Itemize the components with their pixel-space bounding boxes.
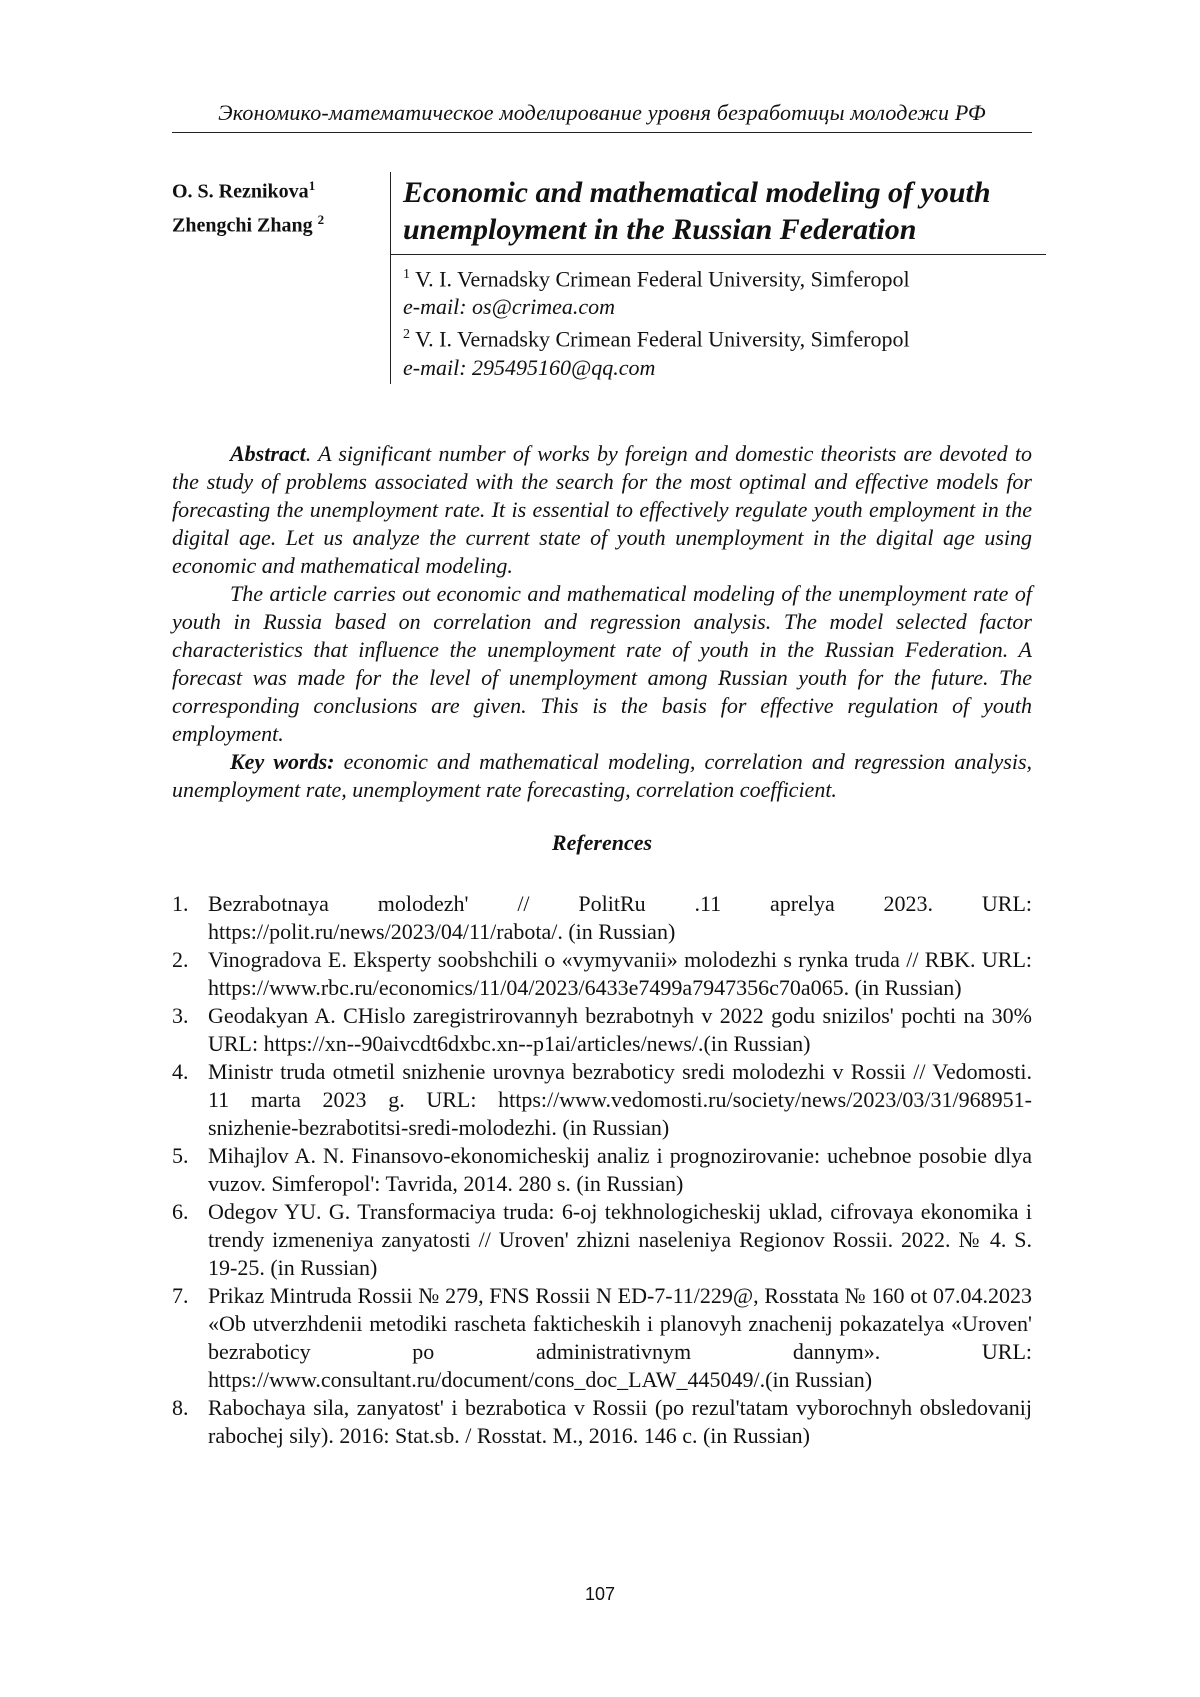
abstract [172,440,1032,804]
keywords-label: Key words: [230,749,335,774]
author-affiliation-mark: 1 [308,178,316,193]
author [172,206,382,240]
running-header: Экономико-математическое моделирование уровня безработицы молодежи РФ [172,100,1032,133]
reference-text: Vinogradova E. Eksperty soobshchili o «vymyvanii» molodezhi s rynka truda // RBK. URL: https://www.rbc.ru/economics/11/04/2023/6433e7499a7947356c70a065. (in Russian) [208,947,1032,1000]
abstract-text: . A significant number of works by foreign and domestic theorists are devoted to the study of problems associated with the search for the most optimal and effective models for forecasting the unemployment rate. It is essential to effectively regulate youth employment in the digital age. Let us analyze the current state of youth unemployment in the digital age using economic and mathematical modeling. [172,441,1032,578]
references-heading: References [551,830,653,855]
reference-item [172,946,1032,1002]
abstract-paragraph [172,440,1032,580]
reference-item [172,1394,1032,1450]
title-block [390,172,1046,384]
reference-number: 3. [172,1003,189,1028]
reference-number: 6. [172,1199,189,1224]
reference-number: 8. [172,1395,189,1420]
author-list [172,172,382,239]
affiliation-email: e-mail: 295495160@qq.com [403,354,656,380]
abstract-paragraph: The article carries out economic and mathematical modeling of the unemployment rate of youth in Russia based on correlation and regression analysis. The model selected factor characteristics that influence the unemployment rate of youth in the Russian Federation. A forecast was made for the level of unemployment among Russian youth for the future. The corresponding conclusions are given. This is the basis for effective regulation of youth employment. [172,581,1032,746]
reference-number: 4. [172,1059,189,1084]
reference-list [172,890,1032,1450]
affiliation-org: V. I. Vernadsky Crimean Federal University, Simferopol [415,326,910,352]
keywords-text: economic and mathematical modeling, correlation and regression analysis, unemployment rate, unemployment rate forecasting, correlation coefficient. [172,749,1033,802]
keywords-paragraph [172,748,1032,804]
reference-text: Geodakyan A. CHislo zaregistrirovannyh bezrabotnyh v 2022 godu snizilos' pochti na 30% URL: https://xn--90aivcdt6dxbc.xn--p1ai/articles/news/.(in Russian) [208,1003,1032,1056]
reference-item [172,1058,1032,1142]
article-title: Economic and mathematical modeling of youth unemployment in the Russian Federation [391,172,1046,255]
reference-number: 7. [172,1283,189,1308]
reference-text: Odegov YU. G. Transformaciya truda: 6-oj tekhnologicheskij uklad, cifrovaya ekonomika i trendy izmeneniya zanyatosti // Uroven' zhizni naseleniya Regionov Rossii. 2022. № 4. S. 19-25. (in Russian) [208,1199,1032,1280]
affiliation-email: e-mail: os@crimea.com [403,294,616,320]
affiliation [403,321,1046,353]
reference-item [172,1002,1032,1058]
reference-number: 1. [172,891,189,916]
reference-text: Bezrabotnaya molodezh' // PolitRu .11 aprelya 2023. URL: https://polit.ru/news/2023/04/11/rabota/. (in Russian) [208,891,1032,944]
affiliations [391,255,1046,384]
reference-number: 5. [172,1143,189,1168]
reference-text: Mihajlov A. N. Finansovo-ekonomicheskij analiz i prognozirovanie: uchebnoe posobie dlya vuzov. Simferopol': Tavrida, 2014. 280 s. (in Russian) [208,1143,1032,1196]
reference-text: Prikaz Mintruda Rossii № 279, FNS Rossii N ED-7-11/229@, Rosstata № 160 ot 07.04.2023 «Ob utverzhdenii metodiki rascheta fakticheskih i planovyh znachenij pokazatelya «Uroven' bezraboticy po administrativnym dannym». URL: https://www.consultant.ru/document/cons_doc_LAW_445049/.(in Russian) [208,1283,1032,1392]
page-number: 107 [584,1584,616,1604]
reference-text: Rabochaya sila, zanyatost' i bezrabotica v Rossii (po rezul'tatam vyborochnyh obsledovanij rabochej sily). 2016: Stat.sb. / Rosstat. M., 2016. 146 c. (in Russian) [208,1395,1032,1448]
affiliation-mark: 2 [403,327,410,343]
reference-item [172,1142,1032,1198]
reference-text: Ministr truda otmetil snizhenie urovnya bezraboticy sredi molodezhi v Rossii // Vedomosti. 11 marta 2023 g. URL: https://www.vedomosti.ru/society/news/2023/03/31/968951-snizhenie-bezrabotitsi-sredi-molodezhi. (in Russian) [208,1059,1032,1140]
author-affiliation-mark: 2 [317,211,325,227]
author-name: Zhengchi Zhang [172,214,313,237]
affiliation-org: V. I. Vernadsky Crimean Federal University, Simferopol [415,266,910,292]
reference-item [172,1282,1032,1394]
reference-number: 2. [172,947,189,972]
reference-item [172,1198,1032,1282]
affiliation [403,261,1046,293]
reference-item [172,890,1032,946]
author [172,172,382,206]
author-name: O. S. Reznikova [172,180,309,203]
affiliation-mark: 1 [403,267,410,282]
abstract-label: Abstract [230,441,306,466]
